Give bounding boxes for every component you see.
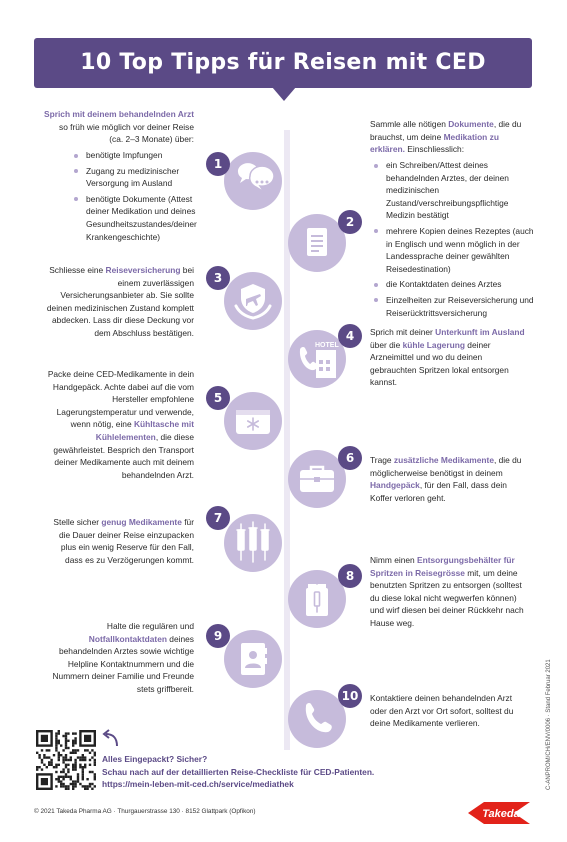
tip-3-number: 3 bbox=[206, 266, 230, 290]
list-item: Einzelheiten zur Reiseversicherung und Reiserücktrittsversicherung bbox=[372, 294, 534, 319]
tip-8-text bbox=[370, 554, 530, 630]
page-title: 10 Top Tipps für Reisen mit CED bbox=[80, 50, 486, 75]
tip-3-body-1: Schliesse eine bbox=[49, 265, 106, 275]
tip-7-body-1: Stelle sicher bbox=[53, 517, 102, 527]
tip-4-body-2: über die bbox=[370, 339, 403, 350]
tip-8-body-1: Nimm einen bbox=[370, 555, 418, 565]
checklist-cta bbox=[102, 753, 462, 791]
tip-4-highlight-1: Unterkunft im Ausland bbox=[435, 327, 525, 337]
tip-3-body-2: bei einem zuverlässigen Versicherungsanbieter ab. Sie sollte deinen medizinischen Zustand komplett abdecken. Lass dir diese Deckung vor dem Abschluss bestätigen. bbox=[46, 265, 194, 338]
tip-9-circle bbox=[224, 630, 282, 688]
tip-8-number: 8 bbox=[338, 564, 362, 588]
tip-5-highlight: Kühltasche mit Kühlelementen bbox=[95, 419, 194, 442]
footer-text: © 2021 Takeda Pharma AG · Thurgauerstrasse 130 · 8152 Glattpark (Opfikon) bbox=[34, 808, 256, 815]
tip-9-body-2: deines behandelnden Arztes sowie wichtige Helpline Kontaktnummern und die Nummern deiner Familie und Freunde stets griffbereit. bbox=[52, 633, 194, 694]
tip-8-body-2: mit, um deine benutzten Spritzen zu entsorgen (solltest du diese lokal nicht wegwerfen können) und wirf diesen bei deiner Rückkehr nach Hause weg. bbox=[370, 567, 524, 628]
sharps-container-icon bbox=[288, 570, 346, 628]
tip-8-circle bbox=[288, 570, 346, 628]
tip-6-highlight-1: zusätzliche Medikamente bbox=[393, 455, 494, 465]
tip-2-number: 2 bbox=[338, 210, 362, 234]
cooler-bag-icon bbox=[224, 392, 282, 450]
list-item: benötigte Dokumente (Attest deiner Medikation und deines Gesundheitszustandes/deiner Krankengeschichte) bbox=[72, 193, 197, 243]
list-item: ein Schreiben/Attest deines behandelnden Arztes, der deinen medizinischen Zustand/verschreibungspflichtige Medizin bestätigt bbox=[372, 159, 534, 222]
tip-4-body-3: deiner Arzneimittel und wo du deinen gebrauchten Spritzen lokal entsorgen kannst. bbox=[370, 339, 509, 388]
document-code: C-ANPROM/CH/ENV/0006 · Stand Februar 2021 bbox=[546, 659, 552, 790]
list-item: mehrere Kopien deines Rezeptes (auch in Englisch und wenn möglich in der Landessprache deiner gewählten Reisedestination) bbox=[372, 225, 534, 275]
chat-bubbles-icon bbox=[224, 152, 282, 210]
title-banner bbox=[34, 38, 532, 88]
tip-5-body-1: Packe deine CED-Medikamente in dein Handgepäck. Achte dabei auf die vom Hersteller empfohlene Lagerungstemperatur und verwende, wenn nötig, eine bbox=[47, 369, 194, 430]
cta-line-2: Schau nach auf der detaillierten Reise-Checkliste für CED-Patienten. bbox=[102, 766, 375, 777]
tip-9-body-1: Halte die regulären und bbox=[106, 621, 194, 631]
tip-7-text bbox=[44, 516, 194, 566]
syringes-icon bbox=[224, 514, 282, 572]
tip-9-highlight: Notfallkontaktdaten bbox=[88, 633, 167, 644]
tip-7-circle bbox=[224, 514, 282, 572]
tip-1-highlight: Sprich mit deinem behandelnden Arzt bbox=[44, 109, 194, 119]
tip-3-text bbox=[44, 264, 194, 340]
contact-book-icon bbox=[224, 630, 282, 688]
tip-3-highlight: Reiseversicherung bbox=[105, 265, 181, 275]
tip-2-highlight-2: Medikation zu erklären. bbox=[370, 131, 499, 155]
tip-2-body-1: Sammle alle nötigen bbox=[370, 119, 449, 129]
tip-1-text bbox=[44, 108, 194, 146]
tip-2-body-3: Einschliesslich: bbox=[404, 144, 465, 155]
tip-6-text bbox=[370, 454, 530, 504]
tip-5-circle bbox=[224, 392, 282, 450]
tip-1-body: so früh wie möglich vor deiner Reise (ca. 2–3 Monate) über: bbox=[59, 121, 194, 145]
tip-7-number: 7 bbox=[206, 506, 230, 530]
tip-5-body-2: , die diese gewährleistet. Besprich den Transport deiner Medikamente auch mit deinem behandelnden Arzt. bbox=[53, 431, 194, 480]
cta-link[interactable]: https://mein-leben-mit-ced.ch/service/mediathek bbox=[102, 779, 294, 790]
tip-2-text bbox=[370, 118, 532, 156]
tip-10-number: 10 bbox=[338, 684, 362, 708]
tip-5-number: 5 bbox=[206, 386, 230, 410]
tip-2-highlight-1: Dokumente bbox=[448, 119, 494, 129]
tip-6-body-2: , die du möglicherweise benötigst in deinem bbox=[370, 455, 522, 478]
tip-9-number: 9 bbox=[206, 624, 230, 648]
curved-arrow-icon bbox=[100, 727, 122, 749]
tip-6-body-3: , für den Fall, dass dein Koffer verloren geht. bbox=[370, 480, 507, 503]
list-item: die Kontaktdaten deines Arztes bbox=[372, 278, 534, 291]
tip-1-circle bbox=[224, 152, 282, 210]
tip-8-highlight: Entsorgungsbehälter für Spritzen in Reisegrösse bbox=[370, 555, 515, 578]
tip-6-number: 6 bbox=[338, 446, 362, 470]
hotel-phone-icon bbox=[288, 330, 346, 388]
list-item: Zugang zu medizinischer Versorgung im Ausland bbox=[72, 165, 197, 190]
takeda-logo bbox=[464, 798, 534, 828]
insurance-plane-icon bbox=[224, 272, 282, 330]
tip-4-text bbox=[370, 326, 530, 389]
tip-2-body-2: , die du brauchst, um deine bbox=[370, 119, 522, 142]
tip-1-list bbox=[72, 146, 197, 243]
tip-6-body-1: Trage bbox=[370, 455, 394, 465]
tip-9-text bbox=[44, 620, 194, 696]
phone-icon bbox=[288, 690, 346, 748]
list-item: benötigte Impfungen bbox=[72, 149, 197, 162]
tip-2-list bbox=[372, 156, 534, 319]
tip-10-circle bbox=[288, 690, 346, 748]
qr-code[interactable] bbox=[36, 730, 96, 790]
tip-4-number: 4 bbox=[338, 324, 362, 348]
tip-1-number: 1 bbox=[206, 152, 230, 176]
hotel-label: HOTEL bbox=[315, 342, 339, 349]
tip-5-text bbox=[44, 368, 194, 481]
cta-line-1: Alles Eingepackt? Sicher? bbox=[102, 754, 208, 764]
qr-code-graphic bbox=[36, 730, 96, 790]
takeda-logo-text: Takeda bbox=[482, 808, 520, 820]
tip-10-text: Kontaktiere deinen behandelnden Arzt oder den Arzt vor Ort sofort, solltest du deine Medikamente verlieren. bbox=[370, 693, 514, 729]
tip-4-circle bbox=[288, 330, 346, 388]
tip-7-highlight: genug Medikamente bbox=[101, 517, 182, 527]
banner-pointer bbox=[272, 87, 296, 101]
tip-4-highlight-2: kühle Lagerung bbox=[402, 339, 465, 350]
tip-6-highlight-2: Handgepäck bbox=[370, 480, 420, 491]
tip-4-body-1: Sprich mit deiner bbox=[370, 327, 436, 337]
tip-7-body-2: für die Dauer deiner Reise einzupacken plus ein wenig Reserve für den Fall, dass es zu Verzögerungen kommt. bbox=[58, 517, 194, 565]
tip-3-circle bbox=[224, 272, 282, 330]
